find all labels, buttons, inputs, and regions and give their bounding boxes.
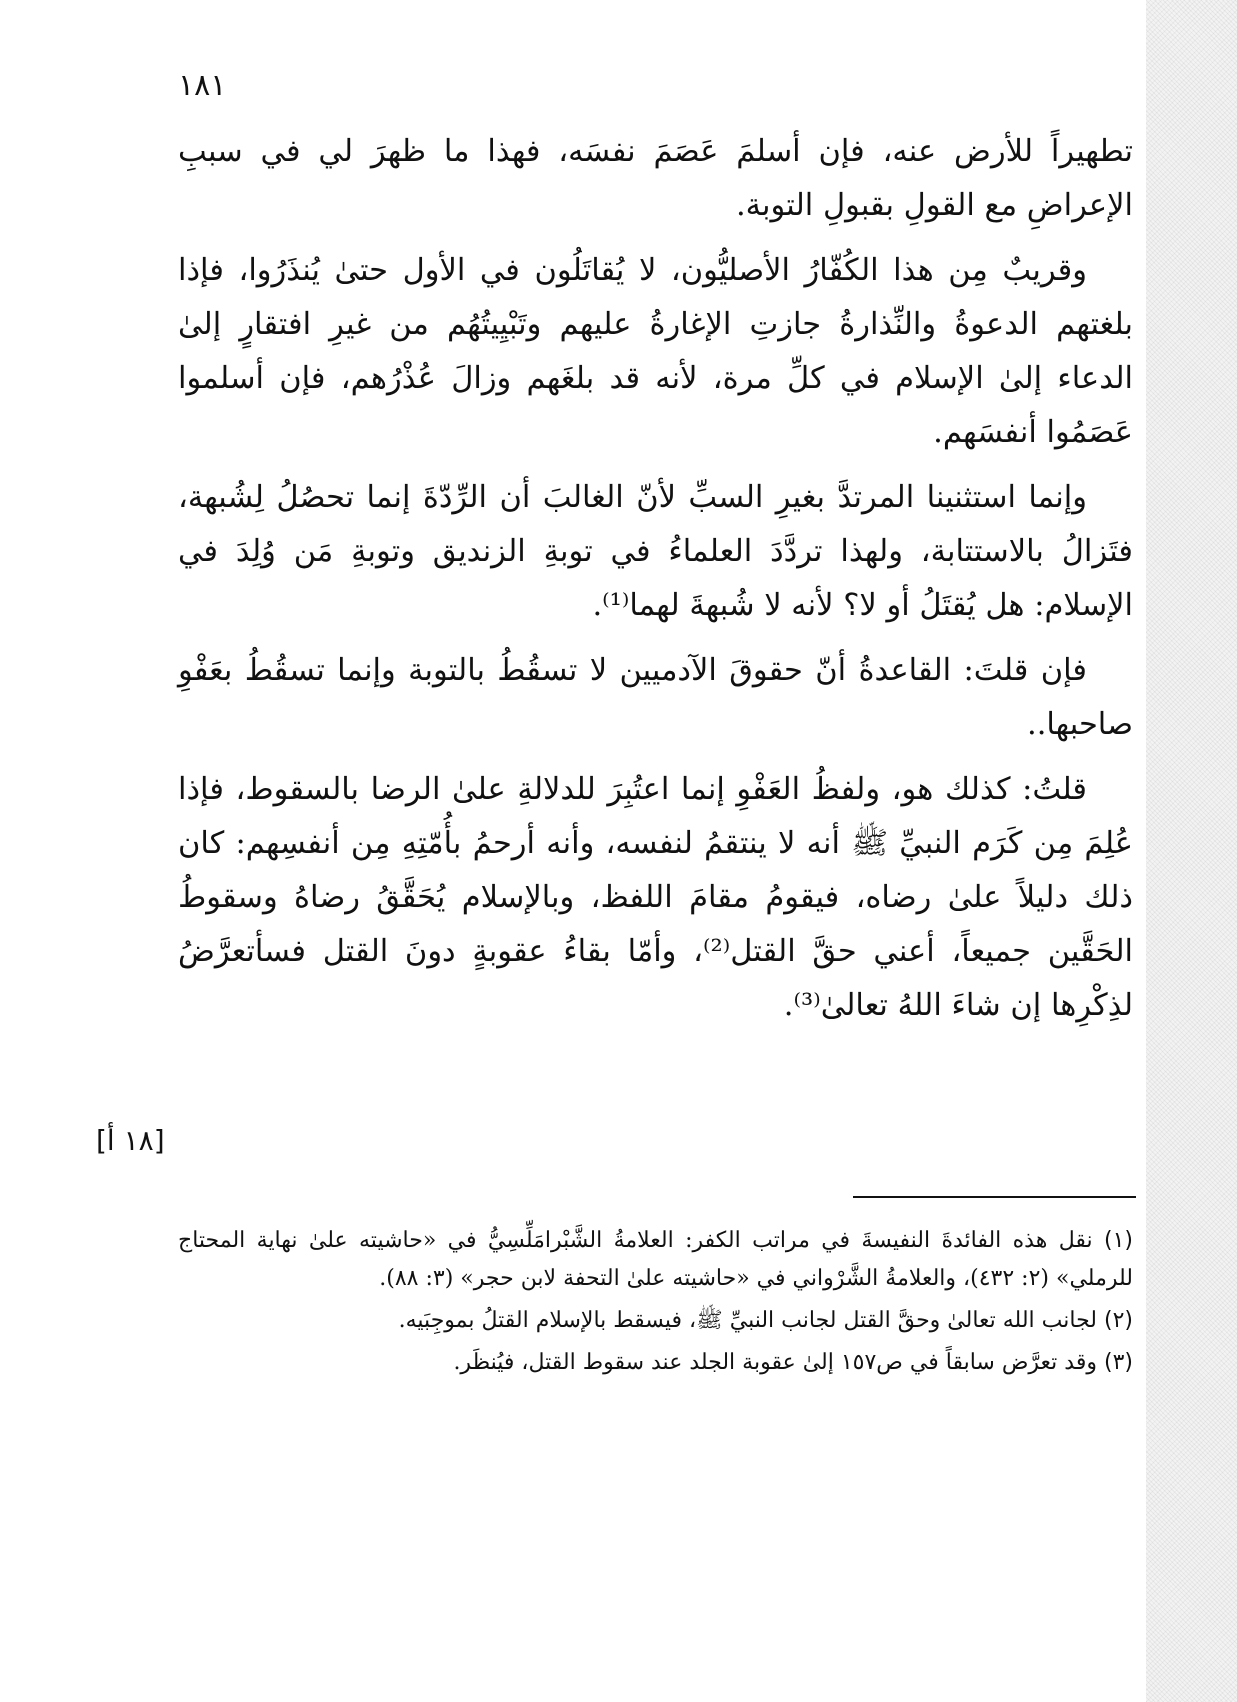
footnote-2 xyxy=(178,1302,1133,1340)
paragraph-4: فإن قلتَ: القاعدةُ أنّ حقوقَ الآدميين لا تسقُطُ بالتوبة وإنما تسقُطُ بعَفْوِ صاحبها.. xyxy=(178,653,1133,742)
footnote-3 xyxy=(178,1344,1133,1382)
footnote-marker: (٣) xyxy=(1103,1350,1133,1375)
page-number: ١٨١ xyxy=(178,68,227,103)
footnote-1 xyxy=(178,1222,1133,1298)
paragraph-3: وإنما استثنينا المرتدَّ بغيرِ السبِّ لأنّ الغالبَ أن الرِّدّةَ إنما تحصُلُ لِشُبهة، فتَزالُ بالاستتابة، ولهذا تردَّدَ العلماءُ في توبةِ الزنديق وتوبةِ مَن وُلِدَ في الإسلام: هل يُقتَلُ أو لا؟ لأنه لا شُبهةَ لهما⁽¹⁾. xyxy=(178,480,1133,623)
footnote-marker: (١) xyxy=(1103,1228,1133,1253)
footnote-text: وقد تعرَّض سابقاً في ص١٥٧ إلىٰ عقوبة الجلد عند سقوط القتل، فيُنظَر. xyxy=(453,1350,1097,1375)
footnote-separator xyxy=(853,1196,1136,1198)
page-edge-texture xyxy=(1146,0,1237,1702)
footnotes xyxy=(178,1222,1133,1386)
paragraph-5: قلتُ: كذلك هو، ولفظُ العَفْوِ إنما اعتُبِرَ للدلالةِ علىٰ الرضا بالسقوط، فإذا عُلِمَ مِن كَرَم النبيِّ ﷺ أنه لا ينتقمُ لنفسه، وأنه أرحمُ بأُمّتِهِ مِن أنفسِهم: كان ذلك دليلاً علىٰ رضاه، فيقومُ مقامَ اللفظ، وبالإسلام يُحَقَّقُ رضاهُ وسقوطُ الحَقَّين جميعاً، أعني حقَّ القتل⁽²⁾، وأمّا بقاءُ عقوبةٍ دونَ القتل فسأتعرَّضُ لذِكْرِها إن شاءَ اللهُ تعالىٰ⁽³⁾. xyxy=(178,772,1134,1023)
footnote-marker: (٢) xyxy=(1103,1308,1133,1333)
footnote-text: لجانب الله تعالىٰ وحقَّ القتل لجانب النبيِّ ﷺ، فيسقط بالإسلام القتلُ بموجِبَيه. xyxy=(398,1308,1097,1333)
footnote-text: نقل هذه الفائدةَ النفيسةَ في مراتب الكفر: العلامةُ الشَّبْرامَلِّسِيُّ في «حاشيته علىٰ نهاية المحتاج للرملي» (٢: ٤٣٢)، والعلامةُ الشَّرْواني في «حاشيته علىٰ التحفة لابن حجر» (٣: ٨٨). xyxy=(178,1228,1133,1291)
paragraph-2: وقريبٌ مِن هذا الكُفّارُ الأصليُّون، لا يُقاتَلُون في الأول حتىٰ يُنذَرُوا، فإذا بلغتهم الدعوةُ والنِّذارةُ جازتِ الإغارةُ عليهم وتَبْيِيتُهُم من غيرِ افتقارٍ إلىٰ الدعاء إلىٰ الإسلام في كلِّ مرة، لأنه قد بلغَهم وزالَ عُذْرُهم، فإن أسلموا عَصَمُوا أنفسَهم. xyxy=(178,253,1133,450)
main-text xyxy=(178,125,1133,1044)
paragraph-1: تطهيراً للأرض عنه، فإن أسلمَ عَصَمَ نفسَه، فهذا ما ظهرَ لي في سببِ الإعراضِ مع القولِ بقبولِ التوبة. xyxy=(178,134,1133,223)
manuscript-folio-reference: [١٨ أ] xyxy=(96,1124,165,1157)
